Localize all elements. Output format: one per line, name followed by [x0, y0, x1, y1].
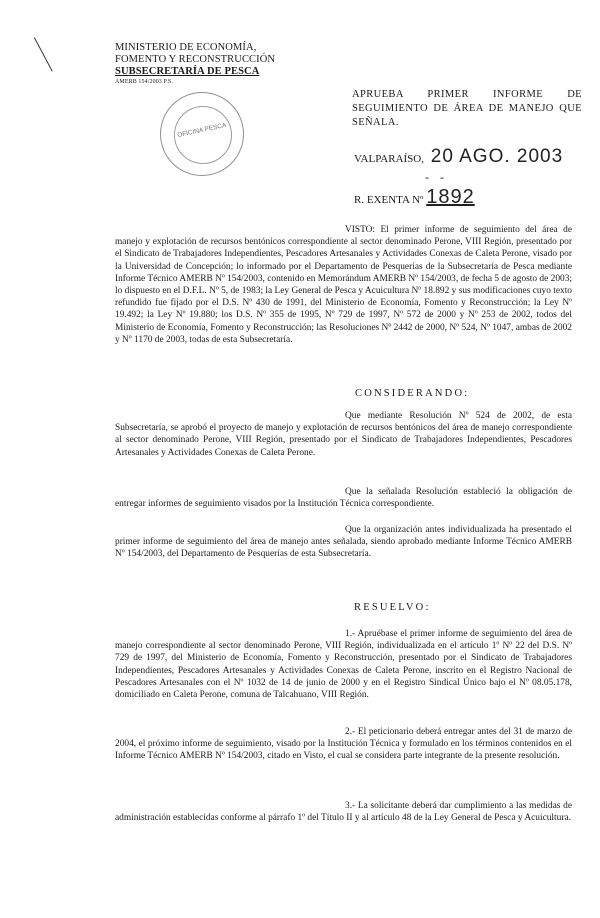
resolution-title: APRUEBA PRIMER INFORME DE SEGUIMIENTO DE ÁREA DE MANEJO QUE SEÑALA. — [352, 89, 582, 128]
ministry-line-1: MINISTERIO DE ECONOMÍA, — [115, 42, 257, 53]
resuelvo-paragraph-1: 1.- Apruébase el primer informe de seguimiento del área de manejo correspondiente al sector denominado Perone, VIII Región, individualizada en el artículo 1º Nº 22 del D.S. Nº 729 de 1997, del Ministerio de Economía, Fomento y Reconstrucción, presentado por el Sindicato de Trabajadores Independientes, Pescadores Artesanales y Actividades Conexas de Caleta Perone, inscrito en el Registro Nacional de Pescadores Artesanales con el Nº 1032 de 14 de junio de 2000 y en el Registro Sindical Único bajo el Nº 08.05.178, domiciliado en Caleta Perone, comuna de Talcahuano, VIII Región. — [115, 629, 572, 701]
stamp-center-text: OFICINA PESCA — [176, 121, 228, 140]
reference-code: AMERB 154/2003 P.S. — [115, 79, 173, 85]
considerando-paragraph-3: Que la organización antes individualizada ha presentado el primer informe de seguimiento del área de manejo antes señalada, siendo aprobado mediante Informe Técnico AMERB Nº 154/2003, del Departamento de Pesquerías de esta Subsecretaría. — [115, 525, 572, 560]
letterhead — [115, 42, 275, 86]
resuelvo-heading: RESUELVO: — [354, 602, 431, 613]
place: VALPARAÍSO, — [354, 153, 424, 165]
place-date — [354, 146, 563, 168]
considerando-heading: CONSIDERANDO: — [355, 388, 470, 399]
office-stamp — [160, 92, 244, 176]
resolution-number: 1892 — [426, 186, 475, 208]
resuelvo-paragraph-2: 2.- El peticionario deberá entregar antes del 31 de marzo de 2004, el próximo informe de seguimiento, visado por la Institución Técnica y formulado en los términos contenidos en el Informe Técnico AMERB Nº 154/2003, citado en Visto, el cual se considera parte integrante de la presente resolución. — [115, 727, 572, 762]
date: 20 AGO. 2003 — [430, 146, 564, 167]
visto-paragraph: VISTO: El primer informe de seguimiento del área de manejo y explotación de recursos bentónicos correspondiente al sector denominado Perone, VIII Región, presentado por el Sindicato de Trabajadores Independientes, Pescadores Artesanales y Actividades Conexas de Caleta Perone, visado por la Universidad de Concepción; lo informado por el Departamento de Pesquerías de la Subsecretaría de Pesca mediante Informe Técnico AMERB Nº 154/2003, contenido en Memorándum AMERB Nº 154/2003, de fecha 5 de agosto de 2003; lo dispuesto en el D.F.L. Nº 5, de 1983; la Ley General de Pesca y Acuicultura Nº 18.892 y sus modificaciones cuyo texto refundido fue fijado por el D.S. Nº 430 de 1991, del Ministerio de Economía, Fomento y Reconstrucción; la Ley Nº 19.492; la Ley Nº 19.880; los D.S. Nº 355 de 1995, Nº 729 de 1997, Nº 572 de 2000 y Nº 253 de 2002, todos del Ministerio de Economía, Fomento y Reconstrucción; las Resoluciones Nº 2442 de 2000, Nº 524, Nº 1047, ambas de 2002 y Nº 1170 de 2003, todas de esta Subsecretaría. — [115, 225, 572, 345]
pen-mark — [34, 27, 72, 71]
resuelvo-paragraph-3: 3.- La solicitante deberá dar cumplimiento a las medidas de administración establecidas conforme al párrafo 1º del Título II y al artículo 48 de la Ley General de Pesca y Acuicultura. — [115, 801, 572, 824]
subsecretaria-line: SUBSECRETARÍA DE PESCA — [115, 66, 260, 77]
resolution-number-line — [354, 186, 475, 209]
considerando-paragraph-2: Que la señalada Resolución estableció la obligación de entregar informes de seguimiento visados por la Institución Técnica correspondiente. — [115, 487, 572, 510]
ministry-line-2: FOMENTO Y RECONSTRUCCIÓN — [115, 54, 276, 65]
considerando-paragraph-1: Que mediante Resolución Nº 524 de 2002, de esta Subsecretaría, se aprobó el proyecto de manejo y explotación de recursos bentónicos del área de manejo correspondiente al sector denominado Perone, VIII Región, presentado por el Sindicato de Trabajadores Independientes, Pescadores Artesanales y Actividades Conexas de Caleta Perone. — [115, 411, 572, 458]
dash-mark: - - — [425, 170, 448, 184]
resolution-label: R. EXENTA Nº — [354, 194, 424, 206]
